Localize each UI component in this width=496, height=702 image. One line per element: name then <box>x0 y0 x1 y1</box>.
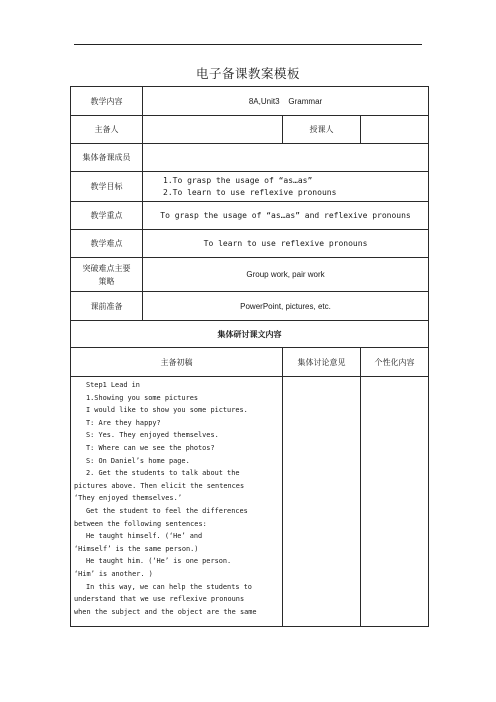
row-lesson-body <box>71 377 429 627</box>
row-difficulty <box>71 230 429 258</box>
value-keypoint: To grasp the usage of “as…as” and reflexive pronouns <box>143 202 429 230</box>
row-members <box>71 144 429 172</box>
value-prep: PowerPoint, pictures, etc. <box>143 292 429 321</box>
label-members: 集体备课成员 <box>71 144 143 172</box>
lesson-line: ‘Himself’ is the same person.) <box>74 544 199 553</box>
lesson-line: ‘They enjoyed themselves.’ <box>74 494 182 503</box>
label-strategy-line1: 突破难点主要 <box>82 263 131 273</box>
row-goals <box>71 172 429 202</box>
row-keypoint <box>71 202 429 230</box>
value-strategy: Group work, pair work <box>143 258 429 292</box>
row-section-head <box>71 321 429 348</box>
label-teaching-content: 教学内容 <box>71 87 143 116</box>
section-title: 集体研讨课文内容 <box>71 321 429 348</box>
lesson-line: ‘Him’ is another. ) <box>74 569 153 578</box>
lesson-line: Step1 Lead in <box>86 381 140 389</box>
value-difficulty: To learn to use reflexive pronouns <box>143 230 429 258</box>
lesson-line: 2. Get the students to talk about the <box>86 469 240 478</box>
row-strategy <box>71 258 429 292</box>
lesson-line: He taught him. (‘He’ is one person. <box>86 557 232 566</box>
lesson-plan-table <box>70 86 429 627</box>
header-rule <box>74 44 422 45</box>
lesson-line: S: Yes. They enjoyed themselves. <box>86 431 219 440</box>
row-content <box>71 87 429 116</box>
lesson-line: pictures above. Then elicit the sentences <box>74 481 245 490</box>
lesson-draft-cell <box>71 377 283 627</box>
lesson-text <box>74 379 279 618</box>
label-difficulty: 教学难点 <box>71 230 143 258</box>
page-title: 电子备课教案模板 <box>195 66 300 81</box>
column-header-draft: 主备初稿 <box>71 348 283 377</box>
value-teacher <box>361 116 429 144</box>
value-members <box>143 144 429 172</box>
lesson-line: I would like to show you some pictures. <box>86 406 248 415</box>
discussion-cell <box>283 377 361 627</box>
label-strategy-line2: 策略 <box>98 276 115 286</box>
label-preparer: 主备人 <box>71 116 143 144</box>
lesson-line: 1.Showing you some pictures <box>86 393 199 402</box>
value-teaching-content: 8A,Unit3 Grammar <box>143 87 429 116</box>
lesson-line: T: Are they happy? <box>86 418 161 427</box>
lesson-line: In this way, we can help the students to <box>86 582 252 591</box>
goal-item: 1.To grasp the usage of “as…as” <box>163 175 313 185</box>
label-prep: 课前准备 <box>71 292 143 321</box>
column-header-personal: 个性化内容 <box>361 348 429 377</box>
lesson-line: understand that we use reflexive pronouns <box>74 595 245 604</box>
value-goals <box>143 172 429 202</box>
row-columns <box>71 348 429 377</box>
lesson-line: He taught himself. (‘He’ and <box>86 532 203 541</box>
label-teacher: 授课人 <box>283 116 361 144</box>
lesson-line: S: On Daniel’s home page. <box>86 456 190 465</box>
label-keypoint: 教学重点 <box>71 202 143 230</box>
value-preparer <box>143 116 283 144</box>
lesson-line: between the following sentences: <box>74 519 207 528</box>
personal-cell <box>361 377 429 627</box>
row-prep <box>71 292 429 321</box>
goal-item: 2.To learn to use reflexive pronouns <box>163 187 337 197</box>
label-goals: 教学目标 <box>71 172 143 202</box>
lesson-line: T: Where can we see the photos? <box>86 443 215 452</box>
lesson-line: Get the student to feel the differences <box>86 506 248 515</box>
column-header-discussion: 集体讨论意见 <box>283 348 361 377</box>
lesson-line: when the subject and the object are the same <box>74 607 257 616</box>
row-preparer <box>71 116 429 144</box>
label-strategy <box>71 258 143 292</box>
